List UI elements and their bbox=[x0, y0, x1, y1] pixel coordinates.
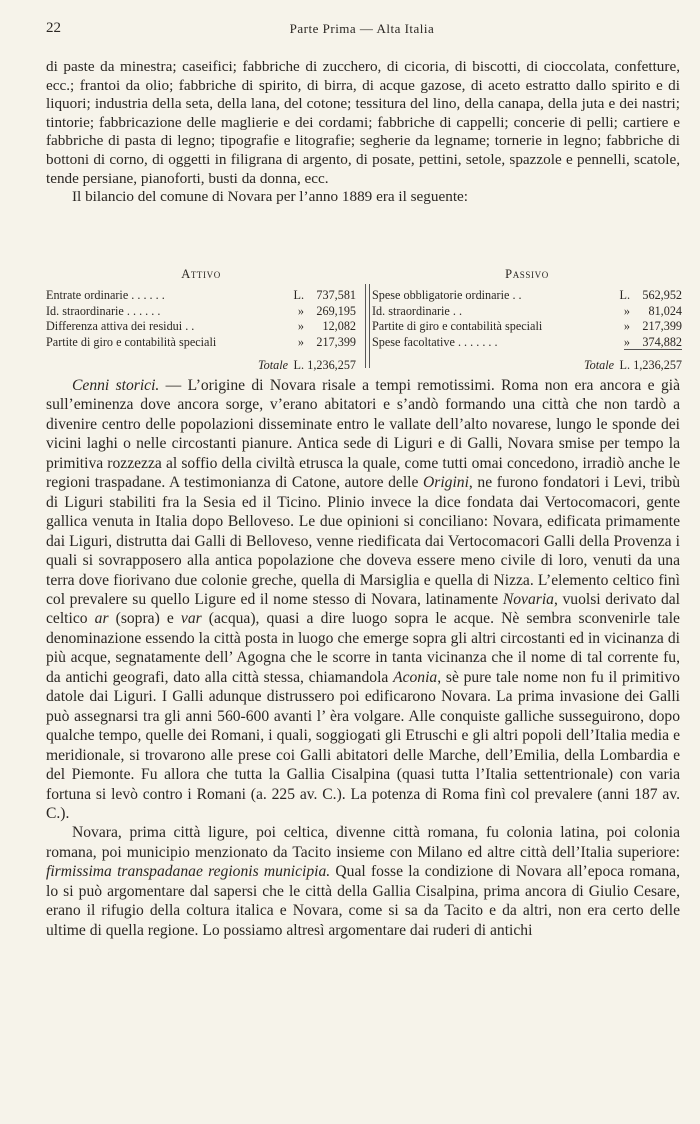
attivo-column bbox=[46, 266, 356, 375]
italic-term: ar bbox=[94, 610, 109, 628]
budget-row-currency: » bbox=[297, 319, 304, 334]
text-run: , vuolsi derivato dal celtico bbox=[46, 590, 680, 628]
italic-term: Novaria bbox=[502, 590, 554, 608]
budget-row-label: Id. straordinarie . . . . . . bbox=[46, 303, 161, 318]
budget-row-amount: 374,882 bbox=[642, 334, 682, 349]
total-currency: L. bbox=[293, 358, 304, 373]
budget-row-label: Spese obbligatorie ordinarie . . bbox=[372, 288, 522, 302]
historical-notes bbox=[46, 376, 680, 940]
total-label: Totale bbox=[583, 358, 614, 373]
attivo-heading: Attivo bbox=[181, 267, 221, 281]
budget-row-label: Partite di giro e contabilità speciali bbox=[46, 334, 217, 349]
budget-row-amount: 81,024 bbox=[648, 303, 682, 318]
budget-row-amount: 562,952 bbox=[642, 288, 682, 302]
budget-row-label: Entrate ordinarie . . . . . . bbox=[46, 288, 165, 302]
budget-row bbox=[372, 303, 682, 319]
budget-row-label: Id. straordinarie . . bbox=[372, 303, 463, 318]
total-currency: L. bbox=[619, 358, 630, 373]
budget-row bbox=[372, 334, 682, 350]
text-run: — L’origine di Novara risale a tempi remotissimi. Roma non era ancora e già sull’eminenza dove ancora sorge, v’erano abitatori e s’andò formando una città che non tardò a divenire centro delle popolazioni disseminate entro le vallate dell’alto novarese, lungo le sponde dei vicini laghi o nelle circostanti pianure. Antica sede di Liguri e di Galli, Novara smise per tempo la primitiva rozzezza al soffio della civiltà etrusca la quale, come tutti omai concedono, irradiò anche le regioni traspadane. A testimonianza di Catone, autore delle bbox=[46, 377, 680, 492]
column-divider bbox=[365, 284, 370, 368]
latin-quote: firmissima transpadanae regionis municipia. bbox=[46, 863, 331, 881]
passivo-column bbox=[372, 266, 682, 375]
roman-era-paragraph bbox=[46, 823, 680, 940]
attivo-total bbox=[46, 357, 356, 375]
budget-row-currency: » bbox=[297, 303, 304, 318]
text-run: Novara, prima città ligure, poi celtica, divenne città romana, fu colonia latina, poi colonia romana, poi municipio menzionato da Tacito insieme con Milano ed altre città dell’Italia superiore: bbox=[46, 824, 680, 861]
section-label: Cenni storici. bbox=[72, 377, 160, 394]
text-run: (sopra) e bbox=[108, 610, 181, 628]
budget-row bbox=[46, 287, 356, 303]
budget-row-currency: » bbox=[623, 334, 630, 349]
budget-row bbox=[46, 318, 356, 334]
budget-row-label: Differenza attiva dei residui . . bbox=[46, 319, 195, 334]
budget-row bbox=[372, 318, 682, 334]
budget-row-label: Spese facoltative . . . . . . . bbox=[372, 334, 498, 349]
budget-intro-sentence: Il bilancio del comune di Novara per l’anno 1889 era il seguente: bbox=[72, 188, 469, 206]
industry-paragraph: di paste da minestra; caseifici; fabbriche di zucchero, di cicoria, di biscotti, di cioccolata, confetture, ecc.; frantoi da olio; fabbriche di spirito, di birra, di acque gazose, di aceto estratto dallo spirito e di liquori; industria della seta, della lana, del cotone; tessitura del lino, della canapa, della juta e dei nastri; tintorie; fabbricazione delle maglierie e dei cordami; fabbriche di cappelli; concerie di pelli; cartiere e fabbriche di pasta di legno; tipografie e litografie; segherie da legname; tornerie in legno; fabbriche di bottoni di corno, di oggetti in filigrana di argento, di posate, pettini, setole, spazzole e pennelli, scatole, tende persiane, pianoforti, busti da donna, ecc. bbox=[46, 58, 680, 187]
text-run: (acqua), quasi a dire luogo sopra le acque. Nè sembra sconvenirle tale denominazione essendo la città posta in luogo che emerge sopra gli altri circostanti ed in vicinanza di più acque, segnatamente dell’ Agogna che le scorre in tanta vicinanza che il nome di tal corrente fu, da antichi geografi, dato alla città stessa, chiamandola bbox=[46, 610, 680, 686]
budget-row bbox=[372, 287, 682, 303]
text-run: , sè pure tale nome non fu il primitivo datole dai Liguri. I Galli adunque distrussero poi edificarono Novara. La prima invasione dei Galli può assegnarsi tra gli anni 560-600 avanti l’ èra volgare. Alle conquiste galliche susseguirono, dopo qualche tempo, quelle dei Romani, i quali, soggiogati gli Etruschi e gli altri popoli dell’Italia media e meridionale, si trovarono alle prese coi Galli abitatori delle Marche, dell’Emilia, della Lombardia e del Piemonte. Fu allora che tutta la Gallia Cisalpina (quasi tutta l’Italia settentrionale) con varia fortuna si levò contro i Romani (a. 225 av. C.). La potenza di Roma finì col prevalere (anni 187 av. C.). bbox=[46, 668, 680, 822]
running-title: Parte Prima — Alta Italia bbox=[289, 21, 435, 36]
budget-row-label: Partite di giro e contabilità speciali bbox=[372, 319, 543, 334]
budget-row-amount: 269,195 bbox=[316, 303, 356, 318]
italic-term: Aconia bbox=[393, 668, 438, 686]
budget-row-amount: 217,399 bbox=[316, 334, 356, 349]
budget-row bbox=[46, 303, 356, 319]
budget-row-amount: 737,581 bbox=[316, 288, 356, 302]
page-number: 22 bbox=[46, 20, 61, 36]
italic-term: var bbox=[180, 610, 202, 628]
total-label: Totale bbox=[257, 358, 288, 373]
italic-term: Origini bbox=[423, 474, 469, 492]
total-amount: 1,236,257 bbox=[307, 358, 356, 373]
passivo-heading: Passivo bbox=[505, 267, 549, 281]
budget-row bbox=[46, 334, 356, 350]
budget-row-currency: L. bbox=[293, 288, 304, 302]
budget-row-currency: » bbox=[297, 334, 304, 349]
passivo-total bbox=[372, 357, 682, 375]
budget-table bbox=[46, 266, 682, 373]
text-run: Qual fosse la condizione di Novara all’epoca romana, lo si può argomentare dal sapersi che le città della Gallia Cisalpina, prima ancora di Giulio Cesare, erano il rifugio della coltura italica e Novara, come si sa da Tacito e da altri, non era certo delle ultime di quella regione. Lo possiamo altresì argomentare dai ruderi di antichi bbox=[46, 863, 680, 939]
page-header bbox=[46, 20, 678, 40]
history-paragraph bbox=[46, 376, 680, 823]
text-run: , ne furono fondatori i Levi, tribù di Liguri stabiliti fra la Sesia ed il Ticino. Plinio invece la dice fondata dai Vertocomacori, gente gallica venuta in Italia dopo Belloveso. Le due opinioni si conciliano: Novara, edificata primamente dai Liguri, distrutta dai Galli di Belloveso, venne riedificata dai Vertocomacori Galli della Provenza i quali si sovrapposero alla antica popolazione che doveva essere meno civile di loro, venuti da una terra dove fiorivano due colonie greche, quella di Marsiglia e quella di Nizza. L’elemento celtico finì col prevalere su quello Ligure ed il nome stesso di Novara, latinamente bbox=[46, 474, 681, 608]
budget-row-currency: » bbox=[623, 319, 630, 334]
intro-text bbox=[46, 58, 680, 207]
budget-row-currency: » bbox=[623, 303, 630, 318]
sum-rule bbox=[624, 349, 682, 350]
budget-row-amount: 12,082 bbox=[322, 319, 356, 334]
budget-row-amount: 217,399 bbox=[642, 319, 682, 334]
total-amount: 1,236,257 bbox=[633, 358, 682, 373]
budget-row-currency: L. bbox=[619, 288, 630, 302]
